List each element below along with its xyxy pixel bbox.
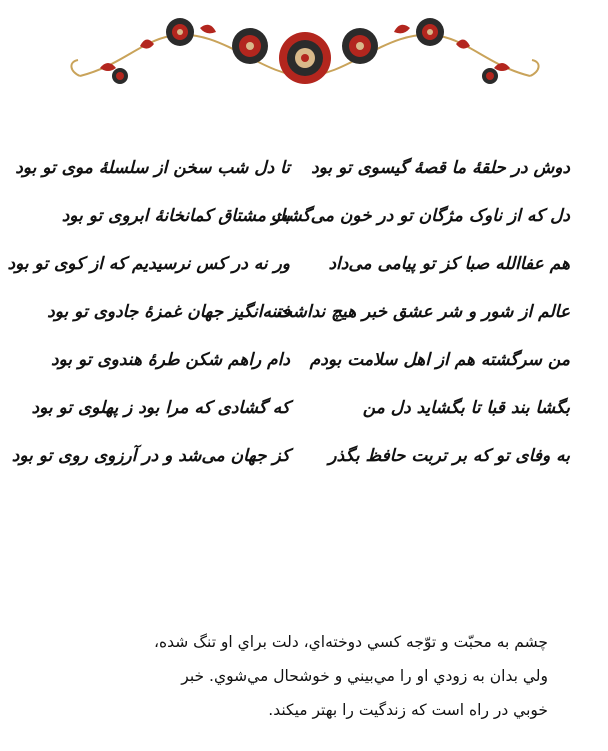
verse-first-hemistich: دوش در حلقهٔ ما قصهٔ گیسوی تو بود	[311, 158, 570, 178]
verse-second-hemistich: که گشادی که مرا بود ز پهلوی تو بود	[31, 398, 290, 418]
verse-row	[7, 244, 570, 284]
verse-first-hemistich: من سرگشته هم از اهل سلامت بودم	[309, 350, 570, 370]
verse-second-hemistich: ور نه در کس نرسیدیم که از کوی تو بود	[7, 254, 290, 274]
verse-second-hemistich: کز جهان می‌شد و در آرزوی روی تو بود	[11, 446, 290, 466]
verse-second-hemistich: باز مشتاق کمانخانهٔ ابروی تو بود	[61, 206, 290, 226]
verse-row	[40, 340, 570, 380]
floral-ornament-icon	[60, 6, 550, 96]
verse-row	[31, 388, 570, 428]
interpretation-line: چشم به محبّت و توّجه كسي دوخته‌اي، دلت براي او تنگ شده،	[153, 633, 548, 651]
verse-first-hemistich: به وفای تو که بر تربت حافظ بگذر	[328, 446, 570, 466]
verse-row	[40, 292, 570, 332]
verse-first-hemistich: عالم از شور و شر عشق خبر هیچ نداشت	[275, 302, 570, 322]
verse-row	[15, 148, 570, 188]
verse-second-hemistich: دام راهم شکن طرهٔ هندوی تو بود	[50, 350, 290, 370]
verse-first-hemistich: دل که از ناوک مژگان تو در خون می‌گشت	[270, 206, 570, 226]
interpretation-line: خوبي در راه است كه زندگيت را بهتر ميكند.	[268, 701, 548, 719]
verse-row	[40, 196, 570, 236]
interpretation-text	[48, 625, 548, 727]
verse-row	[11, 436, 570, 476]
poem	[7, 148, 570, 488]
verse-first-hemistich: بگشا بند قبا تا بگشاید دل من	[362, 398, 570, 418]
verse-second-hemistich: فتنه‌انگیز جهان غمزهٔ جادوی تو بود	[47, 302, 290, 322]
interpretation-line: ولي بدان به زودي او را مي‌بيني و خوشحال مي‌شوي. خبر	[181, 667, 548, 685]
verse-first-hemistich: هم عفاالله صبا کز تو پیامی می‌داد	[328, 254, 570, 274]
verse-second-hemistich: تا دل شب سخن از سلسلهٔ موی تو بود	[15, 158, 290, 178]
